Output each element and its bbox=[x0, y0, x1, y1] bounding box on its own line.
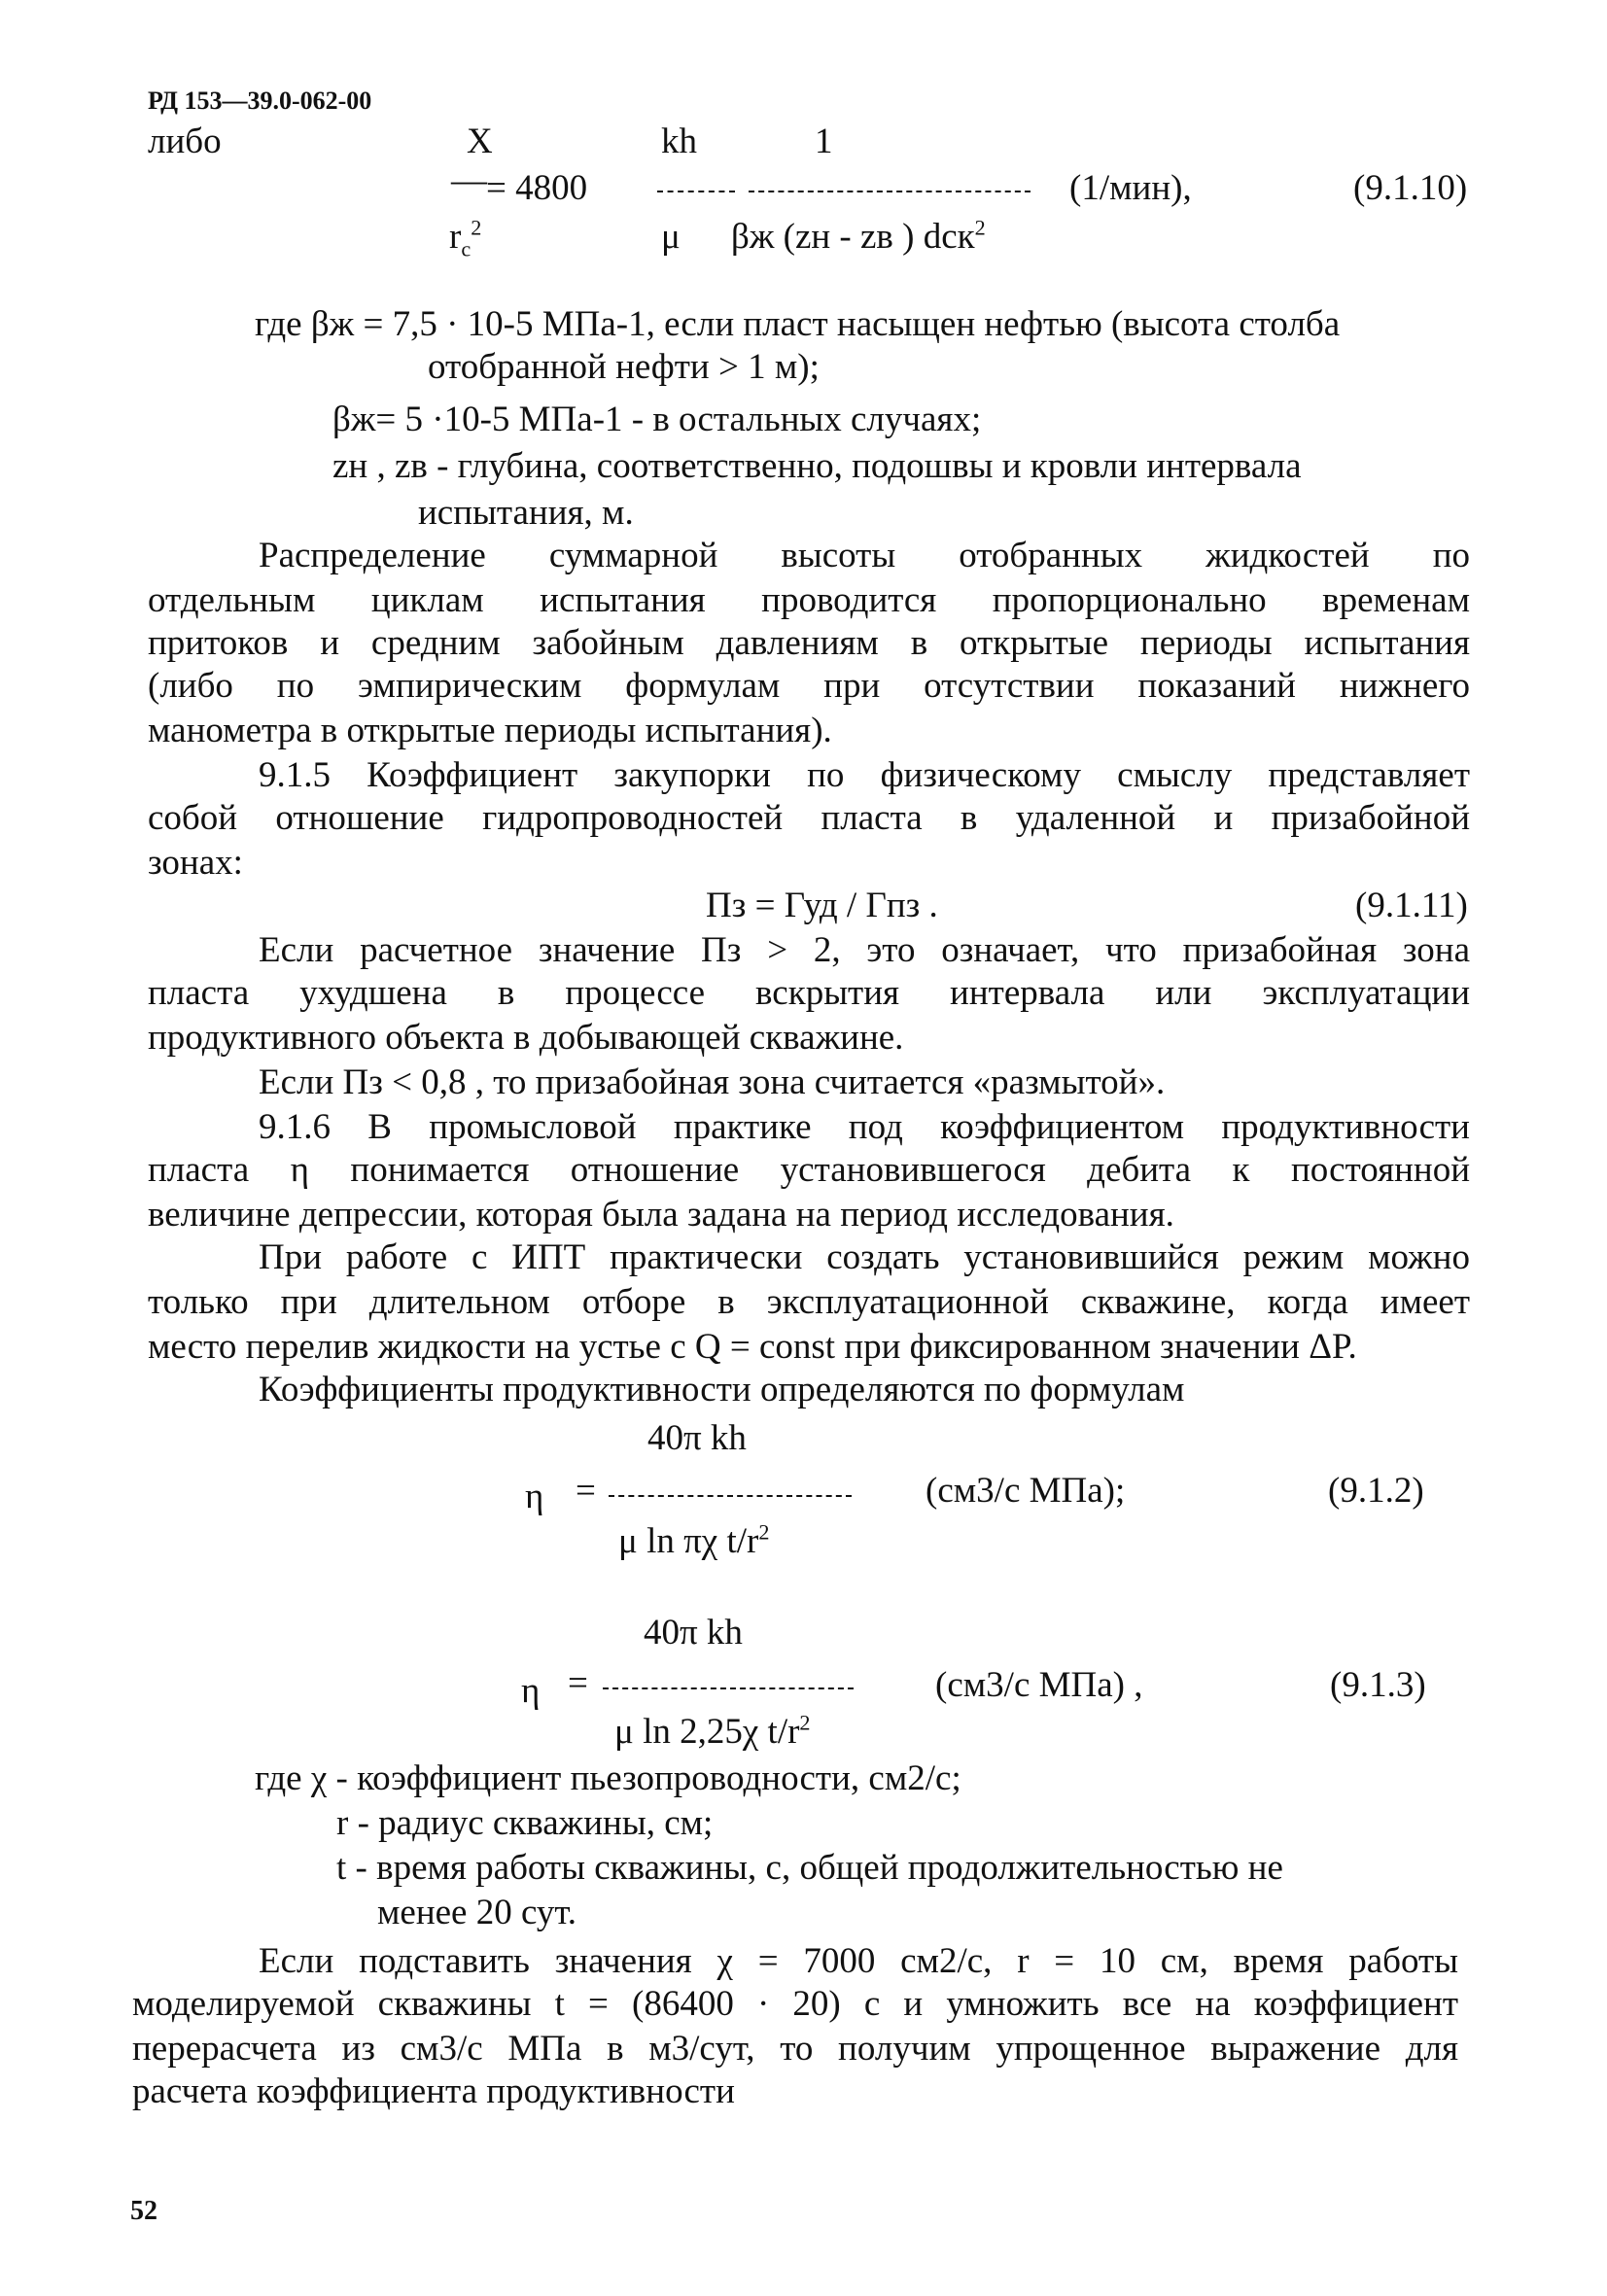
eq-den-main-text: βж (zн - zв ) dск bbox=[731, 217, 975, 257]
eq-fraction-bar-2 bbox=[749, 191, 1031, 192]
para3-line-1: Если расчетное значение Пз > 2, это означает, что призабойная зона bbox=[259, 930, 1470, 970]
eq-3-number: (9.1.3) bbox=[1330, 1665, 1426, 1705]
para3-line-2: пласта ухудшена в процессе вскрытия интервала или эксплуатации bbox=[148, 973, 1470, 1013]
para8-line-1: Если подставить значения χ = 7000 см2/с, r = 10 см, время работы bbox=[259, 1941, 1458, 1981]
where1-line-3: βж= 5 ·10-5 МПа-1 - в остальных случаях; bbox=[332, 400, 982, 439]
para2-line-3: зонах: bbox=[148, 843, 243, 883]
para3-line-3: продуктивного объекта в добывающей скважине. bbox=[148, 1018, 904, 1058]
eq-lhs-numerator: X bbox=[467, 122, 493, 161]
eq-coefficient: = 4800 bbox=[486, 168, 588, 208]
para8-line-2: моделируемой скважины t = (86400 · 20) с и умножить все на коэффициент bbox=[132, 1984, 1458, 2024]
eq-numerator-kh: kh bbox=[661, 122, 697, 161]
eq-den-main-sup: 2 bbox=[974, 215, 986, 240]
para1-line-5: манометра в открытые периоды испытания). bbox=[148, 711, 832, 750]
eq-2-lhs: η bbox=[525, 1477, 544, 1516]
eq-2-number: (9.1.2) bbox=[1328, 1471, 1424, 1511]
para5-line-3: величине депрессии, которая была задана на период исследования. bbox=[148, 1195, 1174, 1235]
eq-3-denominator bbox=[614, 1711, 811, 1754]
eq-3-fraction-bar bbox=[603, 1687, 854, 1689]
para6-line-2: только при длительном отборе в эксплуатационной скважине, когда имеет bbox=[148, 1282, 1470, 1322]
eq-3-den-text: μ ln 2,25χ t/r bbox=[614, 1712, 800, 1752]
eq-lhs-denominator bbox=[449, 216, 481, 259]
eq-3-numerator: 40π kh bbox=[644, 1613, 743, 1652]
para2-line-1: 9.1.5 Коэффициент закупорки по физическому смыслу представляет bbox=[259, 755, 1470, 795]
eq-unit: (1/мин), bbox=[1069, 168, 1192, 208]
eq-lead-word: либо bbox=[148, 122, 222, 161]
eq-denominator-main bbox=[731, 216, 986, 259]
eq-lhs-den-sub: c bbox=[461, 236, 472, 261]
para6-line-3: место перелив жидкости на устье с Q = const при фиксированном значении ΔP. bbox=[148, 1327, 1357, 1367]
eq-fraction-bar-1 bbox=[657, 191, 735, 192]
eq-11-expression: Пз = Гуд / Гпз . bbox=[706, 886, 938, 925]
where2-line-2: r - радиус скважины, см; bbox=[336, 1803, 714, 1843]
para1-line-2: отдельным циклам испытания проводится пропорционально временам bbox=[148, 580, 1470, 620]
where2-line-4: менее 20 сут. bbox=[377, 1893, 577, 1932]
eq-3-den-sup: 2 bbox=[799, 1710, 811, 1735]
paragraph-if-lt-08: Если Пз < 0,8 , то призабойная зона считается «размытой». bbox=[259, 1062, 1166, 1102]
eq-3-lhs: η bbox=[521, 1671, 541, 1711]
eq-3-equals: = bbox=[568, 1663, 588, 1703]
eq-3-unit: (см3/с МПа) , bbox=[935, 1665, 1143, 1705]
eq-2-denominator bbox=[618, 1520, 769, 1563]
where2-line-3: t - время работы скважины, с, общей продолжительностью не bbox=[336, 1848, 1283, 1888]
paragraph-formulas-intro: Коэффициенты продуктивности определяются по формулам bbox=[259, 1370, 1185, 1409]
para5-line-1: 9.1.6 В промысловой практике под коэффициентом продуктивности bbox=[259, 1107, 1470, 1147]
eq-lhs-den-sup: 2 bbox=[471, 215, 482, 240]
eq-2-unit: (см3/с МПа); bbox=[926, 1471, 1126, 1511]
eq-2-fraction-bar bbox=[609, 1495, 852, 1497]
where1-line-5: испытания, м. bbox=[418, 493, 634, 533]
eq-2-equals: = bbox=[576, 1471, 596, 1511]
eq-2-den-text: μ ln πχ t/r bbox=[618, 1521, 759, 1561]
document-header: РД 153—39.0-062-00 bbox=[148, 87, 372, 115]
eq-11-number: (9.1.11) bbox=[1355, 886, 1468, 925]
para6-line-1: При работе с ИПТ практически создать установившийся режим можно bbox=[259, 1237, 1470, 1277]
para1-line-1: Распределение суммарной высоты отобранных жидкостей по bbox=[259, 536, 1470, 575]
para5-line-2: пласта η понимается отношение установившегося дебита к постоянной bbox=[148, 1150, 1470, 1190]
where1-line-2: отобранной нефти > 1 м); bbox=[428, 347, 820, 387]
eq-2-den-sup: 2 bbox=[758, 1519, 770, 1545]
para1-line-3: притоков и средним забойным давлениям в открытые периоды испытания bbox=[148, 623, 1470, 663]
page-number: 52 bbox=[130, 2196, 157, 2226]
eq-lhs-den-r: r bbox=[449, 217, 462, 257]
eq-number: (9.1.10) bbox=[1353, 168, 1468, 208]
eq-denominator-mu: μ bbox=[661, 217, 681, 257]
eq-2-numerator: 40π kh bbox=[647, 1418, 747, 1458]
where1-line-1: где βж = 7,5 · 10-5 МПа-1, если пласт насыщен нефтью (высота столба bbox=[255, 304, 1341, 344]
where1-line-4: zн , zв - глубина, соответственно, подошвы и кровли интервала bbox=[332, 446, 1302, 486]
eq-numerator-one: 1 bbox=[815, 122, 833, 161]
para8-line-4: расчета коэффициента продуктивности bbox=[132, 2071, 735, 2111]
para8-line-3: перерасчета из см3/с МПа в м3/сут, то получим упрощенное выражение для bbox=[132, 2029, 1458, 2069]
where2-line-1: где χ - коэффициент пьезопроводности, см2/с; bbox=[255, 1758, 961, 1798]
para1-line-4: (либо по эмпирическим формулам при отсутствии показаний нижнего bbox=[148, 666, 1470, 706]
para2-line-2: собой отношение гидропроводностей пласта в удаленной и призабойной bbox=[148, 798, 1470, 838]
eq-lhs-bar: — bbox=[451, 160, 487, 200]
